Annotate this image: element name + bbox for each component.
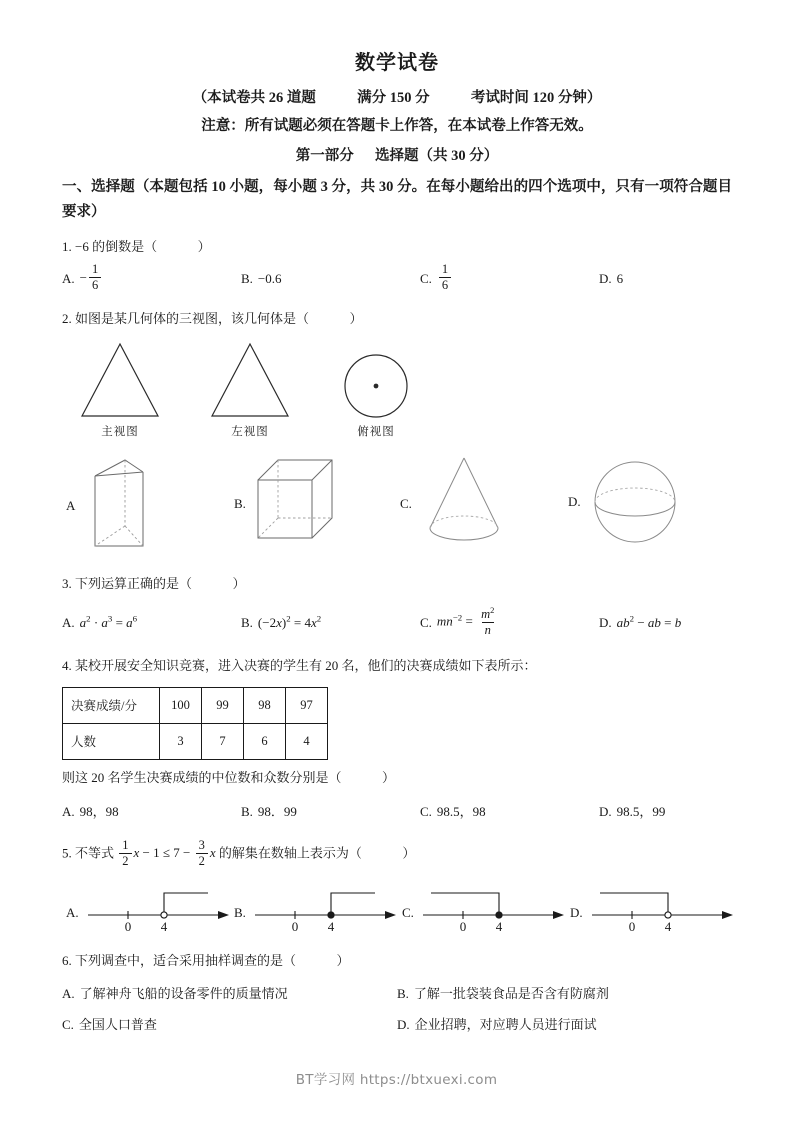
question-6-option-c[interactable] (62, 1011, 397, 1038)
table-cell: 99 (202, 687, 244, 723)
question-5-stem (62, 837, 732, 869)
option-label: A (66, 497, 76, 513)
option-label: C. (400, 495, 412, 511)
question-4-text: 某校开展安全知识竞赛，进入决赛的学生有 20 名，他们的决赛成绩如下表所示： (75, 657, 537, 673)
number-line-open-right-icon (82, 881, 232, 935)
question-6-option-a[interactable] (62, 980, 397, 1007)
question-2-three-view-figure (62, 340, 732, 448)
full-marks-text: 满分 150 分 (357, 90, 430, 106)
option-value: 全国人口普查 (78, 1016, 157, 1032)
option-label: C. (402, 904, 414, 920)
cone-icon (418, 454, 510, 554)
option-label: A. (62, 804, 75, 820)
question-1-stem (62, 235, 732, 260)
tick-label-0: 0 (291, 918, 299, 934)
question-1-number: 1. (62, 238, 72, 254)
question-3-option-c[interactable] (420, 604, 599, 638)
question-4-options (62, 798, 732, 825)
sphere-icon (587, 452, 683, 552)
question-1-option-d[interactable] (599, 264, 623, 294)
question-1 (62, 235, 732, 293)
question-3-text: 下列运算正确的是（ (75, 575, 193, 591)
question-6-options-row-2 (62, 1011, 732, 1038)
part-label: 第一部分 (295, 147, 354, 164)
option-label: A. (62, 985, 75, 1001)
question-2-option-c[interactable] (400, 454, 510, 554)
option-label: D. (570, 904, 583, 920)
exam-notice: 注意：所有试题必须在答题卡上作答，在本试卷上作答无效。 (201, 118, 593, 135)
table-cell: 7 (202, 723, 244, 759)
duration-text: 考试时间 120 分钟） (470, 90, 602, 106)
question-4-option-d[interactable] (599, 798, 665, 825)
option-value: − $\frac{1}{6}$ (80, 264, 104, 294)
option-label: A. (66, 904, 79, 920)
part-heading (62, 144, 732, 165)
option-expression: $(-2x)^2 = 4x^2$ (257, 613, 322, 630)
option-value: 98．99 (257, 804, 297, 820)
tick-label-0: 0 (628, 918, 635, 934)
question-4-stem (62, 654, 732, 679)
option-expression: $ab^2$ − ab = b (616, 613, 682, 630)
question-1-close: ） (197, 238, 211, 254)
question-6-option-d[interactable] (397, 1011, 597, 1038)
question-2-options (62, 458, 732, 562)
row-header-score: 决赛成绩/分 (63, 687, 160, 723)
total-questions-text: （本试卷共 26 道题 (192, 90, 316, 106)
option-label: D. (599, 614, 612, 630)
tick-label-4: 4 (495, 918, 503, 934)
question-5-options (62, 881, 732, 939)
question-5-option-b[interactable] (234, 881, 399, 935)
question-3-option-b[interactable] (241, 607, 420, 638)
option-label: B. (234, 904, 246, 920)
triangle-front-view-icon (80, 340, 160, 422)
question-6-number: 6. (62, 952, 72, 968)
question-4-option-a[interactable] (62, 798, 241, 825)
option-label: C. (420, 270, 432, 286)
question-5-inequality: $\frac{1}{2}$ x − 1 ≤ 7 − $\frac{3}{2}$ x (117, 845, 215, 860)
option-value: 了解神舟飞船的设备零件的质量情况 (79, 985, 288, 1001)
option-value: −0.6 (257, 270, 282, 286)
question-6-option-b[interactable] (397, 980, 609, 1007)
fraction-numerator: 1 (441, 261, 449, 276)
question-5-close: ） (402, 845, 416, 861)
option-value: 企业招聘，对应聘人员进行面试 (414, 1016, 597, 1032)
table-cell: 98 (244, 687, 286, 723)
question-6-options-row-1 (62, 980, 732, 1007)
question-1-option-a[interactable] (62, 261, 241, 294)
question-5-text-post: 的解集在数轴上表示为（ (218, 845, 362, 861)
question-3 (62, 572, 732, 638)
score-distribution-table (62, 687, 328, 760)
option-value: 98.5，99 (616, 804, 666, 820)
option-expression: $a^2 \cdot a^3 = a^6$ (79, 613, 138, 630)
question-2-close: ） (349, 311, 363, 327)
question-3-stem (62, 572, 732, 597)
tick-label-4: 4 (327, 918, 335, 934)
question-5 (62, 837, 732, 939)
option-expression: $mn^{-2}$ = $\frac{m^2}{n}$ (436, 604, 495, 637)
question-5-option-c[interactable] (402, 881, 567, 935)
question-3-options (62, 604, 732, 638)
option-value: 6 (616, 270, 624, 286)
question-4-option-b[interactable] (241, 798, 420, 825)
option-label: C. (420, 614, 432, 630)
triangle-side-view-icon (210, 340, 290, 422)
side-view-figure (210, 340, 290, 439)
option-value: 98.5，98 (436, 804, 486, 820)
section-heading: 一、选择题（本题包括 10 小题，每小题 3 分，共 30 分。在每小题给出的四个选项中，只有一项符合题目要求） (62, 178, 732, 220)
table-cell: 6 (244, 723, 286, 759)
table-row (63, 687, 328, 723)
question-2-stem (62, 307, 732, 332)
option-label: B. (241, 614, 253, 630)
table-cell: 97 (286, 687, 328, 723)
number-line-filled-left-icon (417, 881, 567, 935)
question-1-option-b[interactable] (241, 264, 420, 294)
tick-label-4: 4 (664, 918, 671, 934)
number-line-filled-right-icon (249, 881, 399, 935)
question-3-option-a[interactable] (62, 607, 241, 638)
question-5-option-d[interactable] (570, 881, 736, 935)
triangular-prism-icon (81, 458, 159, 554)
tick-label-0: 0 (459, 918, 467, 934)
option-label: D. (599, 270, 612, 286)
fraction-denominator: 6 (89, 277, 101, 292)
front-view-label: 主视图 (101, 423, 139, 438)
question-4-number: 4. (62, 657, 72, 673)
question-6-text: 下列调查中，适合采用抽样调查的是（ (75, 952, 297, 968)
question-5-text-pre: 不等式 (75, 845, 115, 861)
question-1-text: −6 的倒数是（ (75, 238, 158, 254)
tick-label-4: 4 (160, 918, 167, 934)
question-3-option-d[interactable] (599, 607, 681, 638)
option-value: 了解一批袋装食品是否含有防腐剂 (413, 985, 609, 1001)
question-3-close: ） (232, 575, 246, 591)
tick-label-0: 0 (124, 918, 131, 934)
option-label: B. (234, 495, 246, 511)
top-view-label: 俯视图 (357, 423, 395, 438)
option-label: C. (420, 804, 432, 820)
question-2-number: 2. (62, 311, 72, 327)
part-name: 选择题（共 30 分） (375, 147, 499, 164)
row-header-count: 人数 (63, 723, 160, 759)
table-cell: 100 (160, 687, 202, 723)
option-label: A. (62, 270, 75, 286)
question-4-text-2: 则这 20 名学生决赛成绩的中位数和众数分别是（ (62, 769, 342, 785)
question-6 (62, 949, 732, 1038)
question-2-option-d[interactable] (568, 452, 683, 552)
question-1-option-c[interactable] (420, 261, 599, 294)
fraction-numerator: 1 (91, 261, 99, 276)
table-row (63, 723, 328, 759)
question-4-option-c[interactable] (420, 798, 599, 825)
fraction-denominator: 6 (439, 277, 451, 292)
top-view-figure (340, 350, 412, 439)
question-4-close: ） (382, 769, 396, 785)
question-1-options (62, 261, 732, 294)
site-watermark: BT学习网 https://btxuexi.com (295, 1072, 498, 1088)
question-2-option-a[interactable] (66, 458, 159, 554)
question-2 (62, 307, 732, 562)
circle-with-center-dot-icon (340, 350, 412, 422)
option-label: B. (397, 985, 409, 1001)
question-4-stem-second (62, 766, 732, 791)
option-value: 98，98 (79, 804, 119, 820)
side-view-label: 左视图 (231, 423, 269, 438)
question-5-number: 5. (62, 845, 72, 861)
question-3-number: 3. (62, 575, 72, 591)
question-6-stem (62, 949, 732, 974)
option-value (437, 261, 453, 294)
cube-icon (252, 456, 338, 552)
question-6-close: ） (336, 952, 350, 968)
table-cell: 3 (160, 723, 202, 759)
option-label: D. (599, 804, 612, 820)
option-label: B. (241, 270, 253, 286)
option-label: C. (62, 1016, 74, 1032)
exam-info-line (62, 87, 732, 109)
number-line-open-left-icon (586, 881, 736, 935)
option-label: B. (241, 804, 253, 820)
option-label: A. (62, 614, 75, 630)
question-2-option-b[interactable] (234, 456, 338, 552)
front-view-figure (80, 340, 160, 439)
question-2-text: 如图是某几何体的三视图，该几何体是（ (75, 311, 310, 327)
page-content (62, 46, 732, 1042)
option-label: D. (568, 493, 581, 509)
table-cell: 4 (286, 723, 328, 759)
page-title: 数学试卷 (355, 52, 439, 74)
option-label: D. (397, 1016, 410, 1032)
question-4 (62, 654, 732, 826)
question-5-option-a[interactable] (66, 881, 232, 935)
